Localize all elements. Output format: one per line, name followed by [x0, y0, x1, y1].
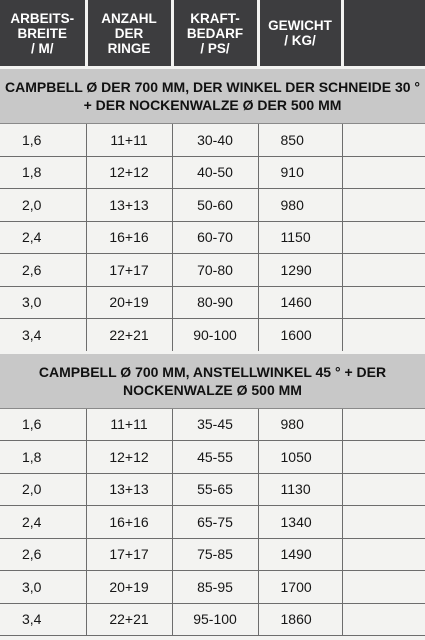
- cell-power: 65-75: [172, 506, 258, 539]
- cell-empty: [342, 221, 425, 254]
- cell-rings: 22+21: [86, 319, 172, 353]
- cell-rings: 13+13: [86, 473, 172, 506]
- cell-power: 35-45: [172, 408, 258, 441]
- header-empty-cell: [342, 0, 425, 68]
- cell-width: 2,4: [0, 506, 86, 539]
- section-title-row: [0, 352, 425, 408]
- cell-empty: [342, 506, 425, 539]
- cell-power: 50-60: [172, 189, 258, 222]
- table-row: [0, 286, 425, 319]
- cell-rings: 12+12: [86, 441, 172, 474]
- cell-empty: [342, 571, 425, 604]
- cell-power: 55-65: [172, 473, 258, 506]
- cell-empty: [342, 124, 425, 157]
- cell-rings: 17+17: [86, 538, 172, 571]
- cell-empty: [342, 408, 425, 441]
- cell-empty: [342, 319, 425, 353]
- cell-weight: 980: [258, 408, 342, 441]
- cell-rings: 12+12: [86, 156, 172, 189]
- cell-weight: 1130: [258, 473, 342, 506]
- table-row: [0, 473, 425, 506]
- cell-empty: [342, 441, 425, 474]
- cell-rings: 13+13: [86, 189, 172, 222]
- cell-rings: 22+21: [86, 603, 172, 636]
- table-row: [0, 571, 425, 604]
- table-row: [0, 124, 425, 157]
- cell-empty: [342, 538, 425, 571]
- table-row: [0, 408, 425, 441]
- cell-rings: 16+16: [86, 221, 172, 254]
- cell-empty: [342, 189, 425, 222]
- cell-weight: 1860: [258, 603, 342, 636]
- cell-rings: 11+11: [86, 124, 172, 157]
- cell-width: 2,0: [0, 189, 86, 222]
- cell-weight: 980: [258, 189, 342, 222]
- cell-rings: 16+16: [86, 506, 172, 539]
- table-row: [0, 189, 425, 222]
- header-working-width: ARBEITS- BREITE / M/: [0, 0, 86, 68]
- cell-power: 90-100: [172, 319, 258, 353]
- cell-power: 60-70: [172, 221, 258, 254]
- cell-weight: 910: [258, 156, 342, 189]
- cell-weight: 1490: [258, 538, 342, 571]
- cell-empty: [342, 254, 425, 287]
- cell-power: 95-100: [172, 603, 258, 636]
- cell-weight: 1700: [258, 571, 342, 604]
- cell-weight: 1050: [258, 441, 342, 474]
- cell-rings: 17+17: [86, 254, 172, 287]
- cell-rings: 11+11: [86, 408, 172, 441]
- table-row: [0, 441, 425, 474]
- cell-power: 80-90: [172, 286, 258, 319]
- cell-weight: 1150: [258, 221, 342, 254]
- cell-width: 2,0: [0, 473, 86, 506]
- cell-power: 45-55: [172, 441, 258, 474]
- section-title-row: [0, 68, 425, 124]
- cell-power: 40-50: [172, 156, 258, 189]
- cell-weight: 1340: [258, 506, 342, 539]
- table-row: [0, 156, 425, 189]
- cell-weight: 850: [258, 124, 342, 157]
- cell-width: 3,0: [0, 286, 86, 319]
- section-1: [0, 68, 425, 353]
- cell-empty: [342, 603, 425, 636]
- cell-rings: 20+19: [86, 286, 172, 319]
- header-weight: GEWICHT / KG/: [258, 0, 342, 68]
- cell-width: 1,6: [0, 124, 86, 157]
- cell-width: 1,6: [0, 408, 86, 441]
- cell-width: 1,8: [0, 156, 86, 189]
- cell-power: 30-40: [172, 124, 258, 157]
- table-row: [0, 506, 425, 539]
- cell-rings: 20+19: [86, 571, 172, 604]
- cell-empty: [342, 156, 425, 189]
- cell-empty: [342, 286, 425, 319]
- table-row: [0, 319, 425, 353]
- table-row: [0, 254, 425, 287]
- cell-weight: 1290: [258, 254, 342, 287]
- cell-power: 75-85: [172, 538, 258, 571]
- header-row: [0, 0, 425, 68]
- cell-width: 3,4: [0, 603, 86, 636]
- section-2: [0, 352, 425, 636]
- table-header: [0, 0, 425, 68]
- cell-width: 2,6: [0, 538, 86, 571]
- table-row: [0, 603, 425, 636]
- cell-width: 2,6: [0, 254, 86, 287]
- cell-width: 2,4: [0, 221, 86, 254]
- table-row: [0, 538, 425, 571]
- header-ring-count: ANZAHL DER RINGE: [86, 0, 172, 68]
- header-power-requirement: KRAFT- BEDARF / PS/: [172, 0, 258, 68]
- cell-empty: [342, 473, 425, 506]
- cell-power: 70-80: [172, 254, 258, 287]
- cell-width: 1,8: [0, 441, 86, 474]
- cell-weight: 1600: [258, 319, 342, 353]
- section-title: CAMPBELL Ø DER 700 MM, DER WINKEL DER SCHNEIDE 30 ° + DER NOCKENWALZE Ø DER 500 MM: [0, 68, 425, 124]
- section-title: CAMPBELL Ø 700 MM, ANSTELLWINKEL 45 ° + DER NOCKENWALZE Ø 500 MM: [0, 352, 425, 408]
- cell-width: 3,0: [0, 571, 86, 604]
- cell-weight: 1460: [258, 286, 342, 319]
- table-row: [0, 221, 425, 254]
- cell-width: 3,4: [0, 319, 86, 353]
- cell-power: 85-95: [172, 571, 258, 604]
